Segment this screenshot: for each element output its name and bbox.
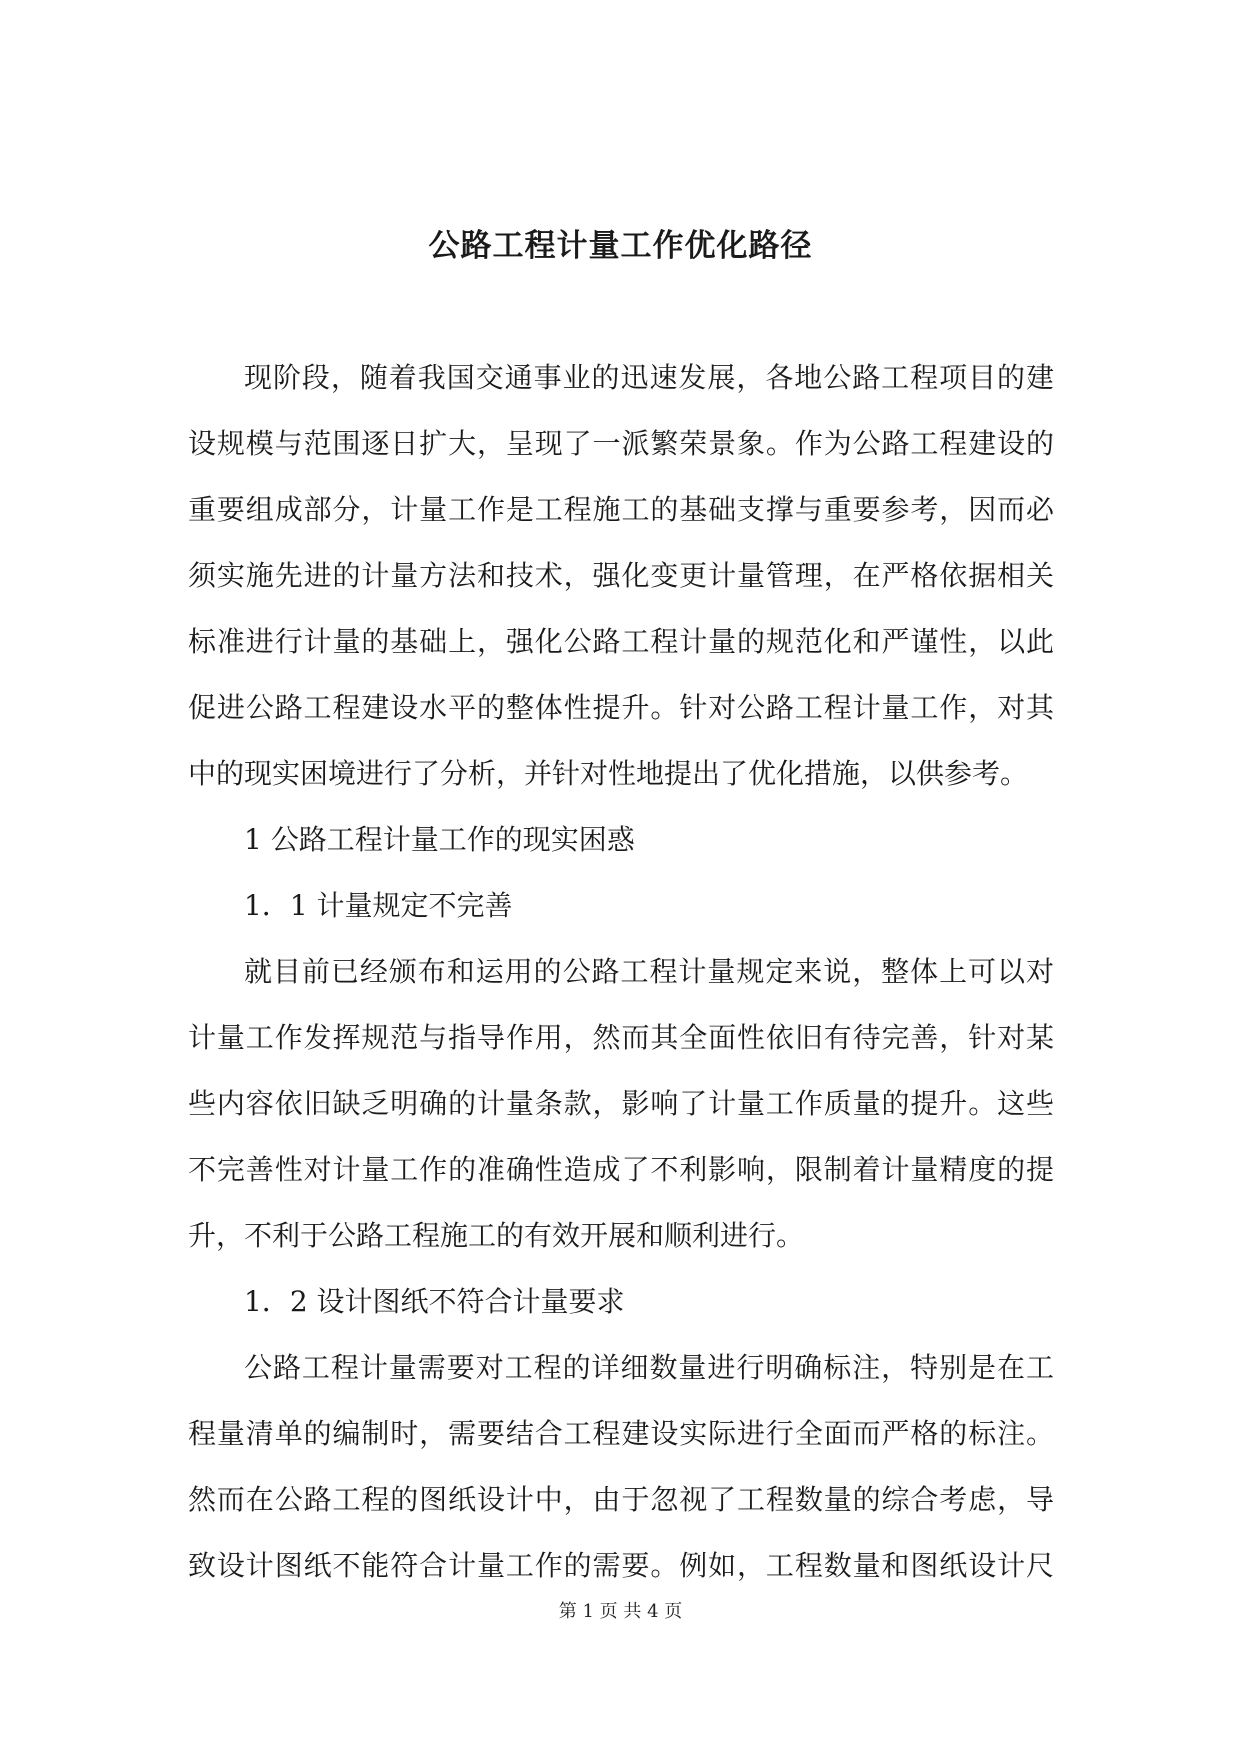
paragraph-line: 就目前已经颁布和运用的公路工程计量规定来说，整体上可以对: [244, 955, 1054, 988]
paragraph-line: 现阶段，随着我国交通事业的迅速发展，各地公路工程项目的建: [244, 361, 1054, 394]
paragraph-line: 须实施先进的计量方法和技术，强化变更计量管理，在严格依据相关: [188, 559, 1054, 592]
paragraph-line: 中的现实困境进行了分析，并针对性地提出了优化措施，以供参考。: [188, 757, 1029, 790]
paragraph-line: 计量工作发挥规范与指导作用，然而其全面性依旧有待完善，针对某: [188, 1021, 1054, 1054]
section-heading: 1 公路工程计量工作的现实困惑: [244, 823, 635, 856]
paragraph-line: 公路工程计量需要对工程的详细数量进行明确标注，特别是在工: [244, 1351, 1054, 1384]
paragraph-line: 些内容依旧缺乏明确的计量条款，影响了计量工作质量的提升。这些: [188, 1087, 1054, 1120]
document-body: [188, 356, 1054, 1610]
paragraph-line: 促进公路工程建设水平的整体性提升。针对公路工程计量工作，对其: [188, 691, 1054, 724]
paragraph-line: 重要组成部分，计量工作是工程施工的基础支撑与重要参考，因而必: [188, 493, 1054, 526]
subsection-heading: 1．1 计量规定不完善: [244, 889, 513, 922]
paragraph-line: 不完善性对计量工作的准确性造成了不利影响，限制着计量精度的提: [188, 1153, 1054, 1186]
paragraph-line: 标准进行计量的基础上，强化公路工程计量的规范化和严谨性，以此: [188, 625, 1054, 658]
paragraph-line: 升，不利于公路工程施工的有效开展和顺利进行。: [188, 1219, 805, 1252]
paragraph-line: 致设计图纸不能符合计量工作的需要。例如，工程数量和图纸设计尺: [188, 1549, 1054, 1582]
document-title: 公路工程计量工作优化路径: [428, 228, 813, 264]
page-footer: 第 1 页 共 4 页: [558, 1601, 683, 1622]
paragraph-line: 程量清单的编制时，需要结合工程建设实际进行全面而严格的标注。: [188, 1417, 1054, 1450]
paragraph-line: 然而在公路工程的图纸设计中，由于忽视了工程数量的综合考虑，导: [188, 1483, 1054, 1516]
subsection-heading: 1．2 设计图纸不符合计量要求: [244, 1285, 625, 1318]
paragraph-line: 设规模与范围逐日扩大，呈现了一派繁荣景象。作为公路工程建设的: [188, 427, 1054, 460]
